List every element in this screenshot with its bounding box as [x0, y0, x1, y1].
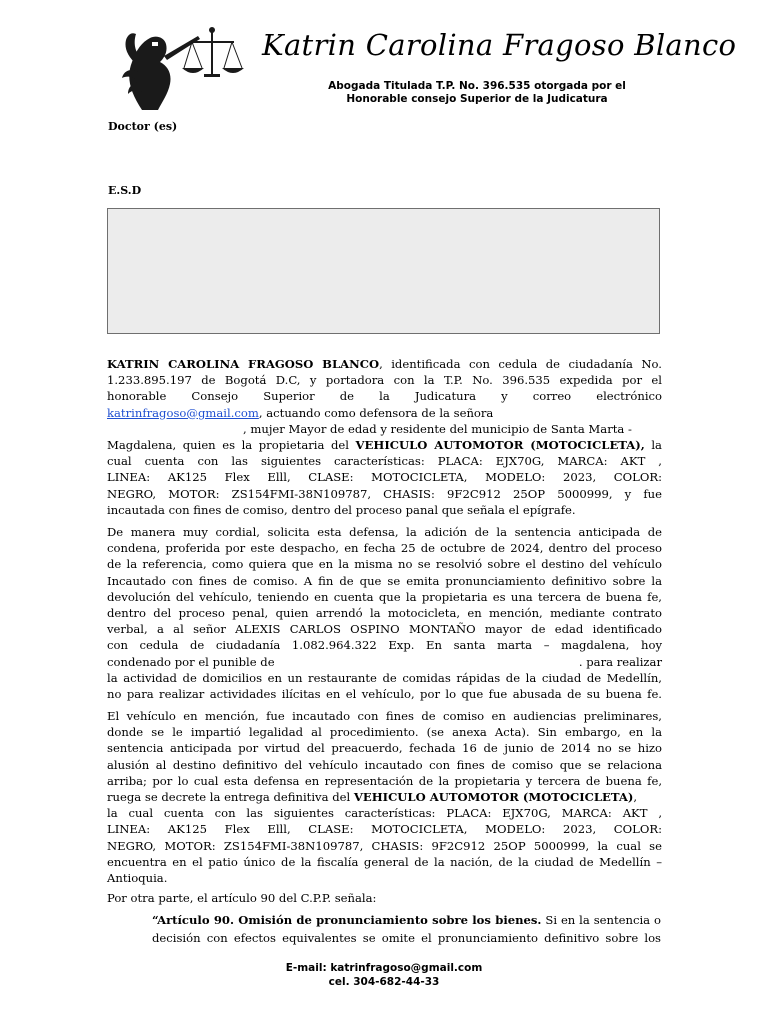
email-link[interactable]: katrinfragoso@gmail.com: [107, 405, 259, 420]
p2-line-5: devolución del vehículo, teniendo en cuenta que la propietaria es una tercera de buena fe,: [107, 589, 662, 604]
p1-line-4: , actuando como defensora de la señora: [258, 405, 494, 420]
p1-line-10: incautada con fines de comiso, dentro del proceso panal que señala el epígrafe.: [107, 502, 576, 517]
p3-line-11: Antioquia.: [107, 871, 168, 886]
p1-line-3: honorable Consejo Superior de la Judicatura y correo electrónico: [107, 389, 662, 404]
quote-title: “Artículo 90. Omisión de pronunciamiento sobre los bienes.: [152, 913, 542, 927]
footer-phone: cel. 304-682-44-33: [328, 976, 440, 988]
p3-line-3: sentencia anticipada por virtud del preacuerdo, fechada 16 de junio de 2014 no se hizo: [107, 741, 662, 756]
p1-line-7: cual cuenta con las siguientes características: PLACA: EJX70G, MARCA: AKT ,: [107, 454, 662, 469]
vehicle-label: VEHICULO AUTOMOTOR (MOTOCICLETA),: [355, 438, 645, 453]
article-quote: [152, 911, 661, 947]
p3-line-6c: ,: [633, 790, 638, 805]
p2-line-9b: . para realizar: [578, 654, 662, 669]
p4-line: Por otra parte, el artículo 90 del C.P.P. señala:: [107, 891, 377, 905]
p3-line-10: encuentra en el patio único de la fiscalía general de la nación, de la ciudad de Medellín –: [107, 854, 662, 869]
p3-line-1: El vehículo en mención, fue incautado con fines de comiso en audiencias preliminares,: [107, 709, 662, 723]
p2-line-1: De manera muy cordial, solicita esta defensa, la adición de la sentencia anticipada de: [107, 525, 662, 539]
p1-line-5: , mujer Mayor de edad y residente del municipio de Santa Marta -: [243, 421, 632, 436]
justice-scales-icon: [112, 22, 252, 114]
esd-label: E.S.D: [108, 184, 142, 197]
p1-line-8: LINEA: AK125 Flex Elll, CLASE: MOTOCICLETA, MODELO: 2023, COLOR:: [107, 470, 662, 485]
p2-line-11: no para realizar actividades ilícitas en el vehículo, por lo que fue abusada de su buena fe.: [107, 687, 662, 702]
subtitle-line-2: Honorable consejo Superior de la Judicatura: [346, 93, 608, 105]
quote-line-1: Si en la sentencia o: [541, 913, 661, 927]
redacted-block: [107, 208, 660, 334]
vehicle-label-2: VEHICULO AUTOMOTOR (MOTOCICLETA): [353, 790, 634, 805]
p3-line-7: la cual cuenta con las siguientes características: PLACA: EJX70G, MARCA: AKT ,: [107, 806, 662, 821]
p3-line-9: NEGRO, MOTOR: ZS154FMI-38N109787, CHASIS: 9F2C912 25OP 5000999, la cual se: [107, 838, 662, 853]
lawyer-name: KATRIN CAROLINA FRAGOSO BLANCO: [107, 357, 380, 371]
p2-line-2: condena, proferida por este despacho, en fecha 25 de octubre de 2024, dentro del proceso: [107, 541, 662, 556]
p3-line-2: donde se le impartió legalidad al procedimiento. (se anexa Acta). Sin embargo, en la: [107, 725, 662, 740]
p1-line-1: , identificada con cedula de ciudadanía No.: [379, 357, 662, 371]
footer-email: E-mail: katrinfragoso@gmail.com: [285, 962, 483, 974]
salutation: Doctor (es): [108, 120, 178, 133]
p2-line-10: la actividad de domicilios en un restaurante de comidas rápidas de la ciudad de Medellín,: [107, 670, 662, 685]
header-name: Katrin Carolina Fragoso Blanco: [262, 28, 737, 62]
p2-line-7: verbal, a al señor ALEXIS CARLOS OSPINO MONTAÑO mayor de edad identificado: [107, 622, 662, 637]
p3-line-8: LINEA: AK125 Flex Elll, CLASE: MOTOCICLETA, MODELO: 2023, COLOR:: [107, 822, 662, 837]
paragraph-article: [107, 890, 662, 906]
quote-line-2: decisión con efectos equivalentes se omite el pronunciamiento definitivo sobre los: [152, 931, 661, 945]
p2-line-8: con cedula de ciudadanía 1.082.964.322 Exp. En santa marta – magdalena, hoy: [107, 638, 662, 653]
subtitle-line-1: Abogada Titulada T.P. No. 396.535 otorgada por el: [328, 80, 626, 92]
header-subtitle: [262, 80, 692, 106]
p1-line-9: NEGRO, MOTOR: ZS154FMI-38N109787, CHASIS: 9F2C912 25OP 5000999, y fue: [107, 486, 662, 501]
p3-line-6a: ruega se decrete la entrega definitiva del: [107, 790, 354, 805]
paragraph-vehicle: [107, 708, 662, 886]
p1-line-6a: Magdalena, quien es la propietaria del: [107, 438, 356, 453]
p3-line-5: arriba; por lo cual esta defensa en representación de la propietaria y tercera de buena fe,: [107, 773, 662, 788]
p2-line-4: Incautado con fines de comiso. A fin de que se emita pronunciamiento definitivo sobre la: [107, 573, 662, 588]
p1-line-6c: la: [644, 438, 662, 453]
paragraph-request: [107, 524, 662, 702]
p1-line-2: 1.233.895.197 de Bogotá D.C, y portadora con la T.P. No. 396.535 expedida por el: [107, 373, 662, 388]
p2-line-9a: condenado por el punible de: [107, 654, 275, 669]
p2-line-3: de la referencia, como quiera que en la misma no se resolvió sobre el destino del vehículo: [107, 557, 662, 572]
p2-line-6: dentro del proceso penal, quien arrendó la motocicleta, en mención, mediante contrato: [107, 606, 662, 621]
p3-line-4: alusión al destino definitivo del vehículo incautado con fines de comiso que se relaciona: [107, 757, 662, 772]
paragraph-identification: [107, 356, 662, 518]
footer: [0, 961, 768, 989]
